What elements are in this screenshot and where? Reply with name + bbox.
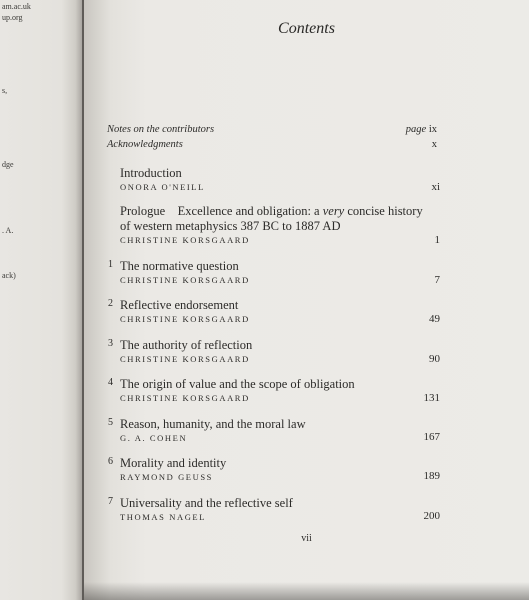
- left-fragment: up.org: [2, 13, 23, 22]
- toc-entry-author: CHRISTINE KORSGAARD: [120, 354, 250, 364]
- page-title: Contents: [278, 20, 335, 37]
- toc-entry-page: 131: [423, 392, 440, 404]
- toc-entry: [106, 166, 440, 192]
- toc-entry: [106, 417, 440, 443]
- toc-entry-title: The normative question: [120, 259, 239, 273]
- toc-entry-page: 189: [423, 470, 440, 482]
- toc-entry-title: Universality and the reflective self: [120, 496, 293, 510]
- toc-entry-author: G. A. COHEN: [120, 433, 188, 443]
- front-matter-label: Acknowledgments: [107, 139, 183, 150]
- left-fragment: s,: [2, 86, 8, 95]
- toc-entry-page: 200: [423, 510, 440, 522]
- toc-entry: [106, 496, 440, 522]
- left-fragment: dge: [2, 160, 14, 169]
- toc-entry-author: ONORA O'NEILL: [120, 182, 205, 192]
- toc-entry-author: THOMAS NAGEL: [120, 512, 207, 522]
- toc-entry-number: 5: [108, 417, 113, 428]
- toc-entry-number: 4: [108, 377, 113, 388]
- toc-entry-page: 7: [434, 274, 440, 286]
- toc-entry-title: Reason, humanity, and the moral law: [120, 417, 306, 431]
- left-fragment: am.ac.uk: [2, 2, 31, 11]
- page-shadow: [84, 582, 529, 600]
- left-fragment: . A.: [2, 226, 14, 235]
- toc-entry-author: RAYMOND GEUSS: [120, 472, 213, 482]
- toc-entry-page: 167: [423, 431, 440, 443]
- front-matter-page: page ix: [405, 124, 437, 135]
- toc-entry: [106, 204, 440, 245]
- toc-entry-page: 90: [429, 353, 440, 365]
- left-page: [0, 0, 82, 600]
- toc-entry: [106, 298, 440, 324]
- toc-entry-page: xi: [431, 181, 440, 193]
- front-matter-item: [107, 139, 437, 150]
- toc-entry: [106, 377, 440, 403]
- toc-entry-title: The origin of value and the scope of obligation: [120, 377, 355, 391]
- toc-entry-author: CHRISTINE KORSGAARD: [120, 275, 250, 285]
- toc-entry-author: CHRISTINE KORSGAARD: [120, 393, 250, 403]
- toc-entry-author: CHRISTINE KORSGAARD: [120, 314, 250, 324]
- toc-entry-number: 7: [108, 496, 113, 507]
- toc-entry: [106, 456, 440, 482]
- toc-entry-page: 1: [434, 234, 440, 246]
- page-folio: vii: [301, 533, 312, 544]
- toc-entry: [106, 338, 440, 364]
- toc-entry-number: 2: [108, 298, 113, 309]
- toc-entry-title: Prologue Excellence and obligation: a very concise history of western metaphysics 387 BC to 1887 AD: [120, 204, 423, 233]
- front-matter-page: x: [431, 139, 437, 150]
- toc-entry: [106, 259, 440, 285]
- contents-page: [84, 0, 529, 600]
- toc-entry-title: Morality and identity: [120, 456, 227, 470]
- toc-entry-number: 6: [108, 456, 113, 467]
- toc-entry-title: Reflective endorsement: [120, 298, 239, 312]
- front-matter-item: [107, 124, 437, 135]
- toc-entry-title: Introduction: [120, 166, 182, 180]
- left-fragment: ack): [2, 271, 16, 280]
- toc-entry-number: 1: [108, 259, 113, 270]
- toc-entry-title: The authority of reflection: [120, 338, 253, 352]
- toc-entry-number: 3: [108, 338, 113, 349]
- page-word: page: [405, 124, 427, 135]
- toc-entry-page: 49: [429, 313, 440, 325]
- toc-entry-author: CHRISTINE KORSGAARD: [120, 235, 250, 245]
- front-matter-label: Notes on the contributors: [107, 124, 215, 135]
